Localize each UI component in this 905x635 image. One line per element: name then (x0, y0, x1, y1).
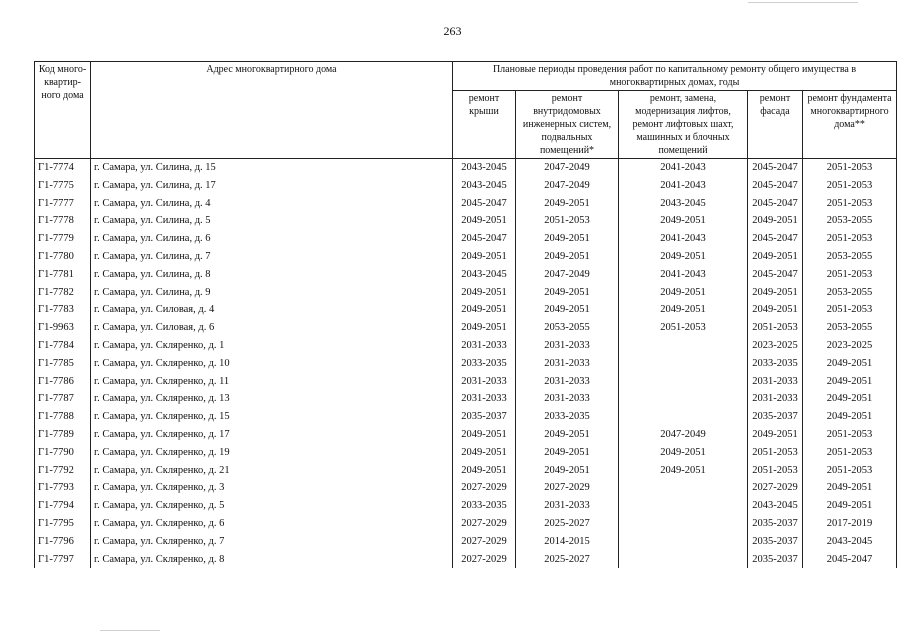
table-row (35, 159, 897, 177)
cell-systems: 2049-2051 (516, 462, 619, 480)
cell-address: г. Самара, ул. Силина, д. 5 (91, 212, 453, 230)
cell-facade: 2043-2045 (748, 497, 803, 515)
cell-roof: 2049-2051 (453, 248, 516, 266)
table-row (35, 195, 897, 213)
cell-address: г. Самара, ул. Скляренко, д. 15 (91, 408, 453, 426)
cell-facade: 2045-2047 (748, 230, 803, 248)
cell-address: г. Самара, ул. Скляренко, д. 21 (91, 462, 453, 480)
cell-lifts: 2043-2045 (619, 195, 748, 213)
cell-address: г. Самара, ул. Силина, д. 17 (91, 177, 453, 195)
cell-systems: 2014-2015 (516, 533, 619, 551)
table-row (35, 479, 897, 497)
cell-lifts: 2051-2053 (619, 319, 748, 337)
header-code: Код много-квартир-ного дома (35, 62, 91, 159)
cell-address: г. Самара, ул. Скляренко, д. 7 (91, 533, 453, 551)
table-row (35, 390, 897, 408)
cell-foundation: 2053-2055 (803, 319, 897, 337)
cell-facade: 2033-2035 (748, 355, 803, 373)
cell-facade: 2051-2053 (748, 462, 803, 480)
cell-code: Г1-7794 (35, 497, 91, 515)
cell-facade: 2035-2037 (748, 551, 803, 569)
cell-foundation: 2043-2045 (803, 533, 897, 551)
cell-lifts (619, 408, 748, 426)
cell-lifts: 2041-2043 (619, 159, 748, 177)
cell-code: Г1-7786 (35, 373, 91, 391)
cell-lifts: 2047-2049 (619, 426, 748, 444)
cell-foundation: 2051-2053 (803, 195, 897, 213)
capital-repair-table (34, 61, 897, 568)
cell-facade: 2045-2047 (748, 177, 803, 195)
table-row (35, 444, 897, 462)
table-row (35, 426, 897, 444)
cell-foundation: 2049-2051 (803, 355, 897, 373)
cell-code: Г1-7785 (35, 355, 91, 373)
table-row (35, 408, 897, 426)
cell-facade: 2027-2029 (748, 479, 803, 497)
table-row (35, 373, 897, 391)
cell-lifts: 2049-2051 (619, 462, 748, 480)
cell-facade: 2045-2047 (748, 159, 803, 177)
cell-roof: 2049-2051 (453, 319, 516, 337)
table-header (35, 62, 897, 159)
cell-foundation: 2049-2051 (803, 479, 897, 497)
cell-address: г. Самара, ул. Силина, д. 15 (91, 159, 453, 177)
cell-lifts (619, 373, 748, 391)
cell-systems: 2049-2051 (516, 426, 619, 444)
table-row (35, 230, 897, 248)
table-row (35, 533, 897, 551)
header-systems: ремонт внутридомовых инженерных систем, подвальных помещений* (516, 91, 619, 159)
cell-facade: 2049-2051 (748, 426, 803, 444)
cell-lifts (619, 533, 748, 551)
cell-foundation: 2051-2053 (803, 230, 897, 248)
cell-roof: 2049-2051 (453, 212, 516, 230)
table-body (35, 159, 897, 569)
cell-code: Г1-7784 (35, 337, 91, 355)
cell-foundation: 2053-2055 (803, 284, 897, 302)
cell-address: г. Самара, ул. Скляренко, д. 8 (91, 551, 453, 569)
cell-systems: 2031-2033 (516, 373, 619, 391)
cell-foundation: 2049-2051 (803, 373, 897, 391)
cell-foundation: 2051-2053 (803, 159, 897, 177)
cell-facade: 2051-2053 (748, 319, 803, 337)
cell-code: Г1-9963 (35, 319, 91, 337)
cell-systems: 2049-2051 (516, 195, 619, 213)
cell-lifts: 2041-2043 (619, 266, 748, 284)
cell-facade: 2049-2051 (748, 248, 803, 266)
cell-foundation: 2053-2055 (803, 212, 897, 230)
cell-facade: 2051-2053 (748, 444, 803, 462)
cell-code: Г1-7780 (35, 248, 91, 266)
cell-systems: 2053-2055 (516, 319, 619, 337)
cell-roof: 2045-2047 (453, 195, 516, 213)
cell-lifts (619, 479, 748, 497)
cell-code: Г1-7779 (35, 230, 91, 248)
cell-roof: 2031-2033 (453, 373, 516, 391)
header-roof: ремонт крыши (453, 91, 516, 159)
cell-foundation: 2017-2019 (803, 515, 897, 533)
cell-code: Г1-7795 (35, 515, 91, 533)
cell-facade: 2045-2047 (748, 266, 803, 284)
cell-roof: 2035-2037 (453, 408, 516, 426)
cell-code: Г1-7774 (35, 159, 91, 177)
cell-lifts: 2049-2051 (619, 212, 748, 230)
cell-foundation: 2049-2051 (803, 497, 897, 515)
cell-systems: 2025-2027 (516, 515, 619, 533)
cell-foundation: 2051-2053 (803, 266, 897, 284)
cell-address: г. Самара, ул. Скляренко, д. 11 (91, 373, 453, 391)
cell-address: г. Самара, ул. Скляренко, д. 19 (91, 444, 453, 462)
cell-foundation: 2049-2051 (803, 390, 897, 408)
cell-roof: 2027-2029 (453, 515, 516, 533)
cell-foundation: 2051-2053 (803, 426, 897, 444)
table-row (35, 212, 897, 230)
cell-foundation: 2023-2025 (803, 337, 897, 355)
cell-systems: 2033-2035 (516, 408, 619, 426)
header-foundation: ремонт фундамента многоквартирного дома** (803, 91, 897, 159)
cell-systems: 2025-2027 (516, 551, 619, 569)
cell-facade: 2031-2033 (748, 390, 803, 408)
cell-facade: 2035-2037 (748, 533, 803, 551)
cell-facade: 2035-2037 (748, 408, 803, 426)
table-row (35, 301, 897, 319)
cell-roof: 2033-2035 (453, 355, 516, 373)
cell-address: г. Самара, ул. Силовая, д. 6 (91, 319, 453, 337)
table-row (35, 337, 897, 355)
cell-facade: 2031-2033 (748, 373, 803, 391)
cell-roof: 2049-2051 (453, 284, 516, 302)
cell-code: Г1-7778 (35, 212, 91, 230)
cell-lifts (619, 551, 748, 569)
cell-code: Г1-7792 (35, 462, 91, 480)
cell-systems: 2049-2051 (516, 230, 619, 248)
cell-lifts: 2049-2051 (619, 444, 748, 462)
cell-foundation: 2053-2055 (803, 248, 897, 266)
cell-roof: 2043-2045 (453, 266, 516, 284)
table-row (35, 355, 897, 373)
cell-address: г. Самара, ул. Скляренко, д. 17 (91, 426, 453, 444)
cell-address: г. Самара, ул. Скляренко, д. 10 (91, 355, 453, 373)
cell-address: г. Самара, ул. Силовая, д. 4 (91, 301, 453, 319)
cell-code: Г1-7793 (35, 479, 91, 497)
cell-lifts: 2049-2051 (619, 284, 748, 302)
cell-systems: 2049-2051 (516, 301, 619, 319)
cell-foundation: 2049-2051 (803, 408, 897, 426)
table-row (35, 248, 897, 266)
cell-lifts: 2041-2043 (619, 177, 748, 195)
cell-code: Г1-7796 (35, 533, 91, 551)
cell-roof: 2043-2045 (453, 177, 516, 195)
cell-foundation: 2051-2053 (803, 301, 897, 319)
cell-address: г. Самара, ул. Силина, д. 4 (91, 195, 453, 213)
page-number: 263 (443, 24, 462, 38)
cell-roof: 2027-2029 (453, 533, 516, 551)
cell-foundation: 2051-2053 (803, 462, 897, 480)
header-lifts: ремонт, замена, модернизация лифтов, ремонт лифтовых шахт, машинных и блочных помещений (619, 91, 748, 159)
cell-lifts: 2049-2051 (619, 248, 748, 266)
cell-facade: 2049-2051 (748, 284, 803, 302)
scan-artifact-top-right (748, 2, 858, 3)
cell-address: г. Самара, ул. Силина, д. 6 (91, 230, 453, 248)
cell-lifts (619, 497, 748, 515)
cell-facade: 2049-2051 (748, 212, 803, 230)
table-row (35, 319, 897, 337)
cell-code: Г1-7789 (35, 426, 91, 444)
cell-systems: 2031-2033 (516, 355, 619, 373)
table-row (35, 515, 897, 533)
cell-facade: 2049-2051 (748, 301, 803, 319)
cell-facade: 2023-2025 (748, 337, 803, 355)
scan-artifact-bottom (100, 630, 160, 631)
cell-roof: 2033-2035 (453, 497, 516, 515)
cell-code: Г1-7782 (35, 284, 91, 302)
header-facade: ремонт фасада (748, 91, 803, 159)
cell-address: г. Самара, ул. Силина, д. 8 (91, 266, 453, 284)
table-row (35, 177, 897, 195)
cell-facade: 2035-2037 (748, 515, 803, 533)
cell-facade: 2045-2047 (748, 195, 803, 213)
cell-roof: 2043-2045 (453, 159, 516, 177)
cell-code: Г1-7797 (35, 551, 91, 569)
cell-systems: 2049-2051 (516, 284, 619, 302)
cell-systems: 2031-2033 (516, 390, 619, 408)
cell-lifts (619, 355, 748, 373)
cell-roof: 2049-2051 (453, 462, 516, 480)
cell-foundation: 2045-2047 (803, 551, 897, 569)
cell-systems: 2051-2053 (516, 212, 619, 230)
cell-systems: 2031-2033 (516, 337, 619, 355)
table-row (35, 284, 897, 302)
cell-systems: 2031-2033 (516, 497, 619, 515)
cell-systems: 2047-2049 (516, 177, 619, 195)
table-row (35, 551, 897, 569)
cell-systems: 2027-2029 (516, 479, 619, 497)
cell-code: Г1-7788 (35, 408, 91, 426)
cell-lifts: 2049-2051 (619, 301, 748, 319)
cell-code: Г1-7790 (35, 444, 91, 462)
cell-roof: 2031-2033 (453, 390, 516, 408)
cell-code: Г1-7781 (35, 266, 91, 284)
cell-address: г. Самара, ул. Скляренко, д. 1 (91, 337, 453, 355)
table-row (35, 497, 897, 515)
cell-systems: 2049-2051 (516, 444, 619, 462)
cell-systems: 2047-2049 (516, 266, 619, 284)
cell-address: г. Самара, ул. Силина, д. 9 (91, 284, 453, 302)
header-periods-group: Плановые периоды проведения работ по капитальному ремонту общего имущества в многоквартирных домах, годы (453, 62, 897, 91)
cell-code: Г1-7783 (35, 301, 91, 319)
cell-roof: 2027-2029 (453, 551, 516, 569)
cell-roof: 2049-2051 (453, 426, 516, 444)
cell-foundation: 2051-2053 (803, 444, 897, 462)
cell-address: г. Самара, ул. Скляренко, д. 3 (91, 479, 453, 497)
cell-address: г. Самара, ул. Скляренко, д. 5 (91, 497, 453, 515)
cell-code: Г1-7775 (35, 177, 91, 195)
cell-address: г. Самара, ул. Силина, д. 7 (91, 248, 453, 266)
cell-lifts: 2041-2043 (619, 230, 748, 248)
cell-address: г. Самара, ул. Скляренко, д. 13 (91, 390, 453, 408)
cell-lifts (619, 515, 748, 533)
cell-roof: 2049-2051 (453, 301, 516, 319)
cell-lifts (619, 390, 748, 408)
cell-roof: 2031-2033 (453, 337, 516, 355)
cell-lifts (619, 337, 748, 355)
cell-code: Г1-7777 (35, 195, 91, 213)
header-address: Адрес многоквартирного дома (91, 62, 453, 159)
cell-systems: 2049-2051 (516, 248, 619, 266)
table-row (35, 462, 897, 480)
cell-roof: 2027-2029 (453, 479, 516, 497)
cell-roof: 2049-2051 (453, 444, 516, 462)
cell-systems: 2047-2049 (516, 159, 619, 177)
table-row (35, 266, 897, 284)
cell-foundation: 2051-2053 (803, 177, 897, 195)
cell-roof: 2045-2047 (453, 230, 516, 248)
cell-code: Г1-7787 (35, 390, 91, 408)
cell-address: г. Самара, ул. Скляренко, д. 6 (91, 515, 453, 533)
